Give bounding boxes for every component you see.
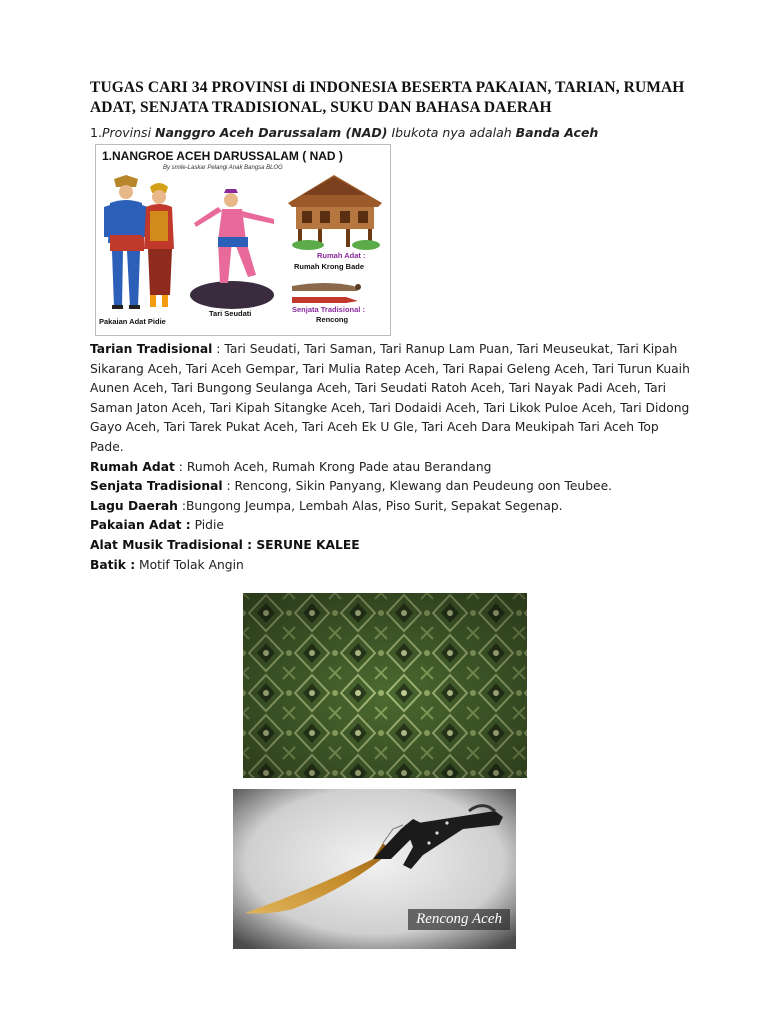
province-number: 1.	[90, 125, 102, 140]
man-figure-icon	[104, 175, 148, 309]
tarian-paragraph: Tarian Tradisional : Tari Seudati, Tari Saman, Tari Ranup Lam Puan, Tari Meuseukat, Tari Kipah Sikarang Aceh, Tari Aceh Gempar, Tari Mulia Ratep Aceh, Tari Rapai Geleng Aceh, Tari Turun Kuaih Aunen Aceh, Tari Bungong Seulanga Aceh, Tari Seudati Ratoh Aceh, Tari Nayak Padi Aceh, Tari Saman Jaton Aceh, Tari Kipah Sitangke Aceh, Tari Dodaidi Aceh, Tari Likok Puloe Aceh, Tari Didong Gayo Aceh, Tari Tarek Pukat Aceh, Tari Aceh Ek U Gle, Tari Aceh Dara Meukipah Tari Aceh Top Pade.	[90, 342, 690, 454]
province-line	[90, 125, 598, 140]
alat-musik-paragraph: Alat Musik Tradisional : SERUNE KALEE	[90, 537, 360, 552]
rumah-paragraph: Rumah Adat : Rumoh Aceh, Rumah Krong Pade atau Berandang	[90, 459, 492, 474]
capital-text: Ibukota nya adalah	[387, 125, 516, 140]
batik-paragraph: Batik : Motif Tolak Angin	[90, 557, 244, 572]
rencong-photo	[233, 789, 516, 949]
rencong-weapon-icon	[292, 283, 361, 303]
woman-figure-icon	[144, 183, 174, 307]
batik-pattern-image	[243, 593, 527, 778]
illustration-header: 1.NANGROE ACEH DARUSSALAM ( NAD )	[102, 149, 343, 163]
rumah-name: Rumah Krong Bade	[294, 262, 365, 271]
document-title: TUGAS CARI 34 PROVINSI di INDONESIA BESERTA PAKAIAN, TARIAN, RUMAH ADAT, SENJATA TRADISIONAL, SUKU DAN BAHASA DAERAH	[90, 79, 685, 116]
senjata-name: Rencong	[316, 315, 349, 324]
lagu-paragraph: Lagu Daerah :Bungong Jeumpa, Lembah Alas, Piso Surit, Sepakat Segenap.	[90, 498, 563, 513]
rencong-caption: Rencong Aceh	[408, 909, 510, 930]
rumah-adat-house-icon	[288, 175, 382, 250]
pakaian-paragraph: Pakaian Adat : Pidie	[90, 518, 224, 533]
capital-name: Banda Aceh	[515, 125, 599, 140]
rumah-heading: Rumah Adat :	[317, 251, 366, 260]
province-name: Nanggro Aceh Darussalam (NAD)	[155, 125, 388, 140]
tari-label: Tari Seudati	[209, 309, 252, 318]
dancer-figure-icon	[190, 189, 274, 309]
province-label: Provinsi	[101, 125, 156, 140]
province-illustration	[95, 144, 391, 336]
pakaian-label: Pakaian Adat Pidie	[99, 317, 166, 326]
batik-photo	[243, 593, 527, 778]
senjata-heading: Senjata Tradisional :	[292, 305, 365, 314]
province-details	[90, 340, 690, 575]
illustration-byline: By smile-Laskar Pelangi Anak Bangsa BLOG	[163, 165, 283, 171]
senjata-paragraph: Senjata Tradisional : Rencong, Sikin Panyang, Klewang dan Peudeung oon Teubee.	[90, 479, 613, 494]
